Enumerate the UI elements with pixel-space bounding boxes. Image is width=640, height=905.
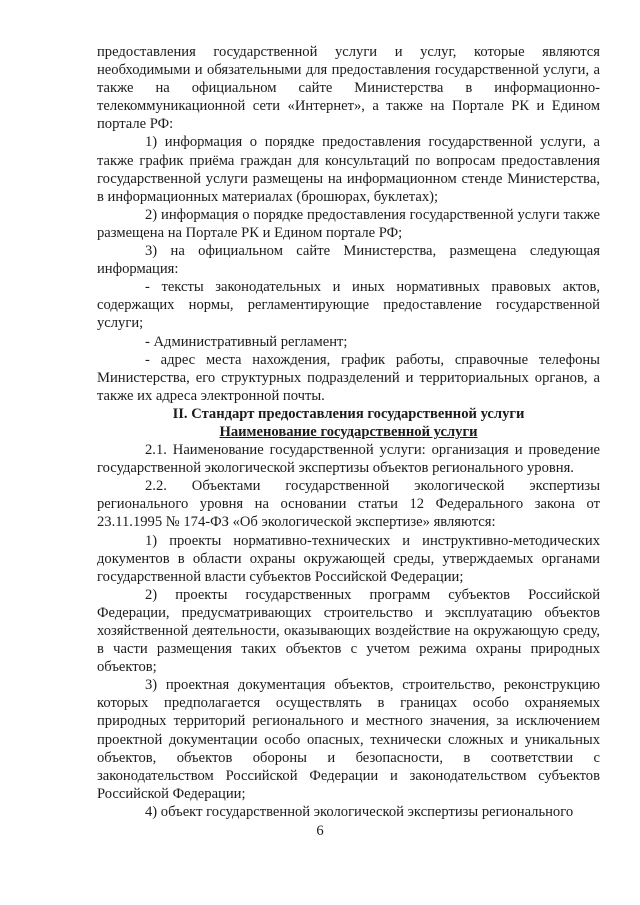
list-item-3: 3) проектная документация объектов, строительство, реконструкцию которых предполагается осуществлять в границах особо охраняемых природных территорий регионального и местного значения, за исключением проектной документации особо опасных, технически сложных и уникальных объектов, объектов обороны и безопасности, в соответствии с законодательством Российской Федерации и законодательством субъектов Российской Федерации; (97, 677, 600, 802)
paragraph-info-2: 2) информация о порядке предоставления государственной услуги также размещена на Портале РК и Едином портале РФ; (97, 206, 600, 241)
list-item-address: - адрес места нахождения, график работы, справочные телефоны Министерства, его структурных подразделений и территориальных органов, а также их адреса электронной почты. (97, 351, 600, 404)
list-item-4: 4) объект государственной экологической экспертизы регионального (145, 803, 574, 820)
page-number: 6 (316, 823, 324, 839)
paragraph-info-3: 3) на официальном сайте Министерства, размещена следующая информация: (97, 243, 600, 278)
paragraph-2-2: 2.2. Объектами государственной экологической экспертизы регионального уровня на основании статьи 12 Федерального закона от 23.11.1995 № 174-ФЗ «Об экологической экспертизе» являются: (97, 478, 600, 531)
paragraph-continuation: предоставления государственной услуги и услуг, которые являются необходимыми и обязательными для предоставления государственной услуги, а также на официальном сайте Министерства в информационно-телекоммуникационной сети «Интернет», а также на Портале РК и Едином портале РФ: (97, 44, 600, 133)
list-item-legal-acts: - тексты законодательных и иных нормативных правовых актов, содержащих нормы, регламентирующие предоставление государственной услуги; (97, 279, 600, 332)
section-heading: II. Стандарт предоставления государственной услуги (172, 405, 525, 422)
paragraph-info-1: 1) информация о порядке предоставления государственной услуги, а также график приёма граждан для консультаций по вопросам предоставления государственной услуги размещены на информационном стенде Министерства, в информационных материалах (брошюрах, буклетах); (97, 134, 600, 205)
list-item-2: 2) проекты государственных программ субъектов Российской Федерации, предусматривающих строительство и эксплуатацию объектов хозяйственной деятельности, оказывающих воздействие на окружающую среду, в части размещения таких объектов с учетом режима охраны природных объектов; (97, 586, 600, 676)
paragraph-2-1: 2.1. Наименование государственной услуги: организация и проведение государственной экологической экспертизы объектов регионального уровня. (97, 442, 600, 477)
document-body (97, 43, 600, 821)
list-item-1: 1) проекты нормативно-технических и инструктивно-методических документов в области охраны окружающей среды, утверждаемых органами государственной власти субъектов Российской Федерации; (97, 532, 600, 585)
subsection-heading: Наименование государственной услуги (219, 423, 478, 440)
list-item-regulation: - Административный регламент; (145, 333, 348, 350)
